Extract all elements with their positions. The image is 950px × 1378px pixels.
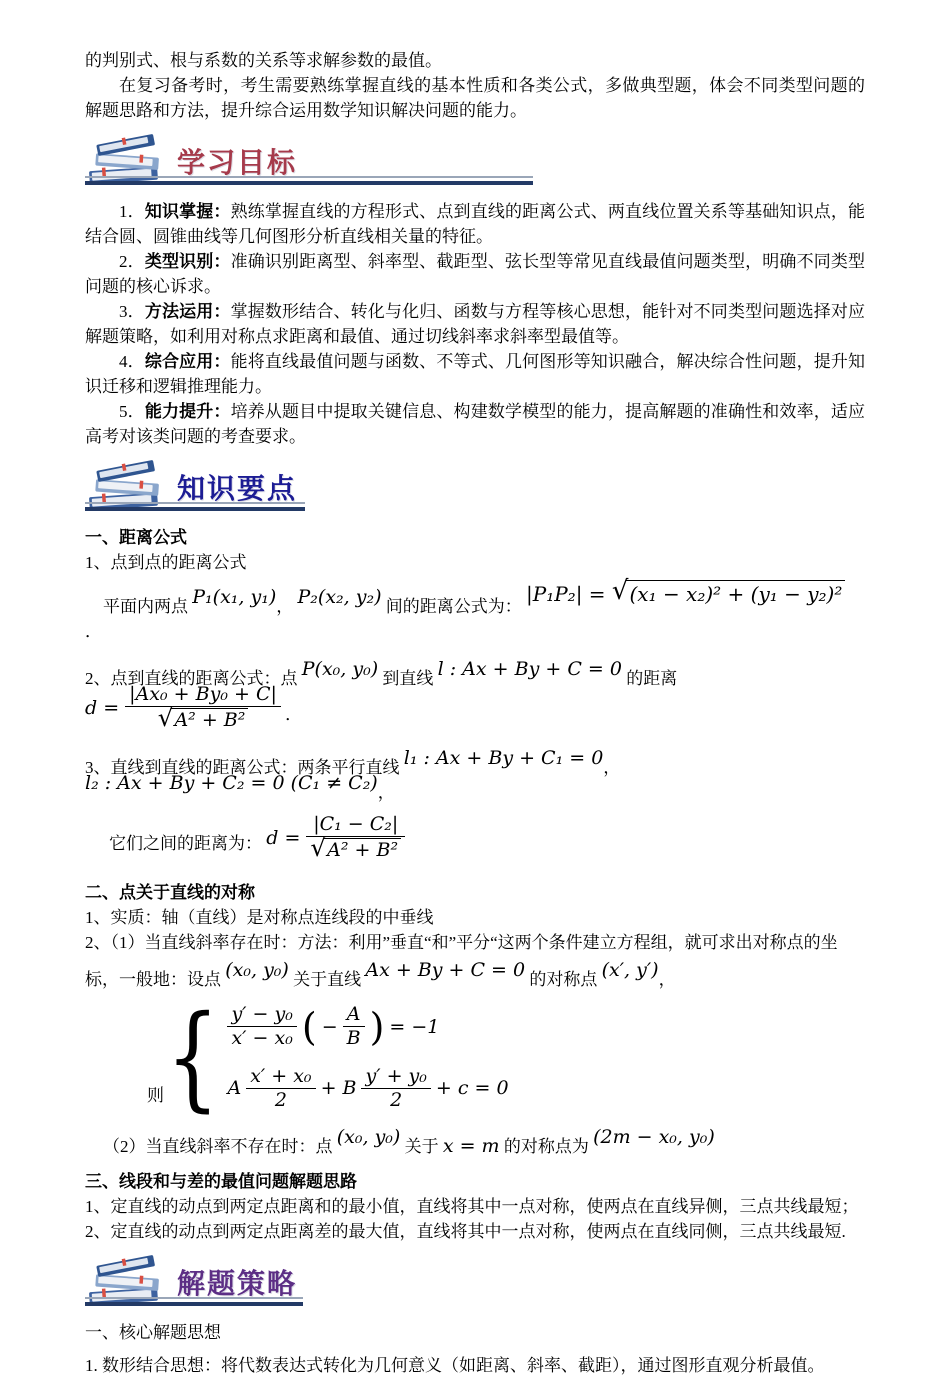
kp-min-sum-rule: 1、定直线的动点到两定点距离和的最小值，直线将其中一点对称，使两点在直线异侧，三点共线最短； <box>85 1196 859 1216</box>
goal-item: 5．能力提升：培养从题目中提取关键信息、构建数学模型的能力，提高解题的准确性和效率，适应高考对该类问题的考查要求。 <box>85 402 866 446</box>
kp-sub-1: 1、点到点的距离公式 <box>85 553 247 572</box>
kp-heading-2: 二、点关于直线的对称 <box>85 883 255 903</box>
formula-parallel-distance: 它们之间的距离为： d = |C₁ − C₂| √ A² + B² <box>85 807 865 875</box>
formula-point-to-line: 2、点到直线的距离公式：点 P(x₀, y₀) 到直线 l : Ax + By + C = 0 的距离 d = |Ax₀ + By₀ + C| √ A² + B² ． <box>85 658 678 732</box>
section-header-goals <box>85 135 865 185</box>
section-header-knowledge <box>85 461 865 511</box>
formula-l2: l₂ : Ax + By + C₂ = 0 (C₁ ≠ C₂) <box>85 771 378 794</box>
section-underline <box>85 502 305 511</box>
left-brace: { <box>166 990 220 1123</box>
goal-item: 1．知识掌握：熟练掌握直线的方程形式、点到直线的距离公式、两直线位置关系等基础知识点，能结合圆、圆锥曲线等几何图形分析直线相关量的特征。 <box>85 202 866 246</box>
formula-p1: P₁(x₁, y₁) <box>192 586 277 608</box>
formula-point: P(x₀, y₀) <box>301 658 379 680</box>
kp-no-slope-case: （2）当直线斜率不存在时：点 (x₀, y₀) 关于 x = m 的对称点为 (2m − x₀, y₀) <box>103 1125 715 1157</box>
section-title-strategy: 解题策略 <box>177 1267 298 1299</box>
kp-symmetry-essence: 1、实质：轴（直线）是对称点连线段的中垂线 <box>85 908 434 928</box>
formula-line: l : Ax + By + C = 0 <box>437 658 622 680</box>
system-eq-2: A $\frac{\text{x′ + x₀}}{2}$ + B $\frac{\text{y′ + y₀}}{2}$ + c = 0 <box>227 1065 509 1111</box>
kp-symmetry-method: 2、（1）当直线斜率存在时：方法：利用”垂直“和”平分“这两个条件建立方程组，就可求出对称点的坐 <box>85 933 838 953</box>
section-title-knowledge: 知识要点 <box>177 473 298 504</box>
goals-list <box>85 199 865 449</box>
kp-max-diff-rule: 2、定直线的动点到两定点距离差的最大值，直线将其中一点对称，使两点在直线同侧，三点共线最短. <box>85 1221 846 1241</box>
formula-d2: d = |C₁ − C₂| √ A² + B² <box>266 814 405 864</box>
formula-distance: |P₁P₂| = √ (x₁ − x₂)² + (y₁ − y₂)² <box>526 580 845 607</box>
formula-point-to-point: 平面内两点 P₁(x₁, y₁)， P₂(x₂, y₂) 间的距离公式为： |P₁P₂| = √ (x₁ − x₂)² + (y₁ − y₂)² ． <box>85 575 865 648</box>
section-underline <box>85 176 533 185</box>
section-underline <box>85 1297 303 1306</box>
kp-heading-1: 一、距离公式 <box>85 528 187 547</box>
formula-sym-point: (x′, y′) <box>601 959 659 982</box>
formula-point0: (x₀, y₀) <box>225 959 289 982</box>
goal-item: 3．方法运用：掌握数形结合、转化与化归、函数与方程等核心思想，能针对不同类型问题选择对应解题策略，如利用对称点求距离和最值、通过切线斜率求斜率型最值等。 <box>85 302 866 346</box>
then-label: 则 <box>147 1085 164 1105</box>
formula-point0: (x₀, y₀) <box>336 1125 401 1148</box>
formula-line-to-line: 3、直线到直线的距离公式：两条平行直线 l₁ : Ax + By + C₁ = 0， l₂ : Ax + By + C₂ = 0 (C₁ ≠ C₂)， <box>85 746 621 802</box>
formula-line-eq: Ax + By + C = 0 <box>365 959 526 982</box>
formula-x-equals-m: x = m <box>442 1134 500 1157</box>
system-eq-1: $\frac{\text{y′ − y₀}}{\text{x′ − x₀}}$ ( − $\frac{A}{B}$ ) = −1 <box>227 1004 508 1050</box>
strategy-subheading: 一、核心解题思想 <box>85 1322 221 1342</box>
section-title-goals: 学习目标 <box>177 147 298 178</box>
formula-l1: l₁ : Ax + By + C₁ = 0 <box>403 746 604 769</box>
symmetric-point-system <box>147 990 865 1123</box>
formula-reflected-point: (2m − x₀, y₀) <box>593 1125 715 1148</box>
kp-symmetry-setup: 标，一般地：设点 (x₀, y₀) 关于直线 Ax + By + C = 0 的对称点 (x′, y′)， <box>85 959 676 990</box>
intro-paragraph: 在复习备考时，考生需要熟练掌握直线的基本性质和各类公式，多做典型题，体会不同类型问题的解题思路和方法，提升综合运用数学知识解决问题的能力。 <box>85 76 865 120</box>
goal-item: 4．综合应用：能将直线最值问题与函数、不等式、几何图形等知识融合，解决综合性问题，提升知识迁移和逻辑推理能力。 <box>85 352 866 396</box>
kp-heading-3: 三、线段和与差的最值问题解题思路 <box>85 1171 357 1191</box>
formula-p2: P₂(x₂, y₂) <box>297 586 382 608</box>
goal-item: 2．类型识别：准确识别距离型、斜率型、截距型、弦长型等常见直线最值问题类型，明确不同类型问题的核心诉求。 <box>85 252 866 296</box>
intro-line: 的判别式、根与系数的关系等求解参数的最值。 <box>85 51 442 70</box>
section-header-strategy <box>85 1256 865 1306</box>
formula-d: d = |Ax₀ + By₀ + C| √ A² + B² <box>85 684 281 734</box>
strategy-item: 1. 数形结合思想：将代数表达式转化为几何意义（如距离、斜率、截距），通过图形直观分析最值。 <box>85 1355 825 1375</box>
